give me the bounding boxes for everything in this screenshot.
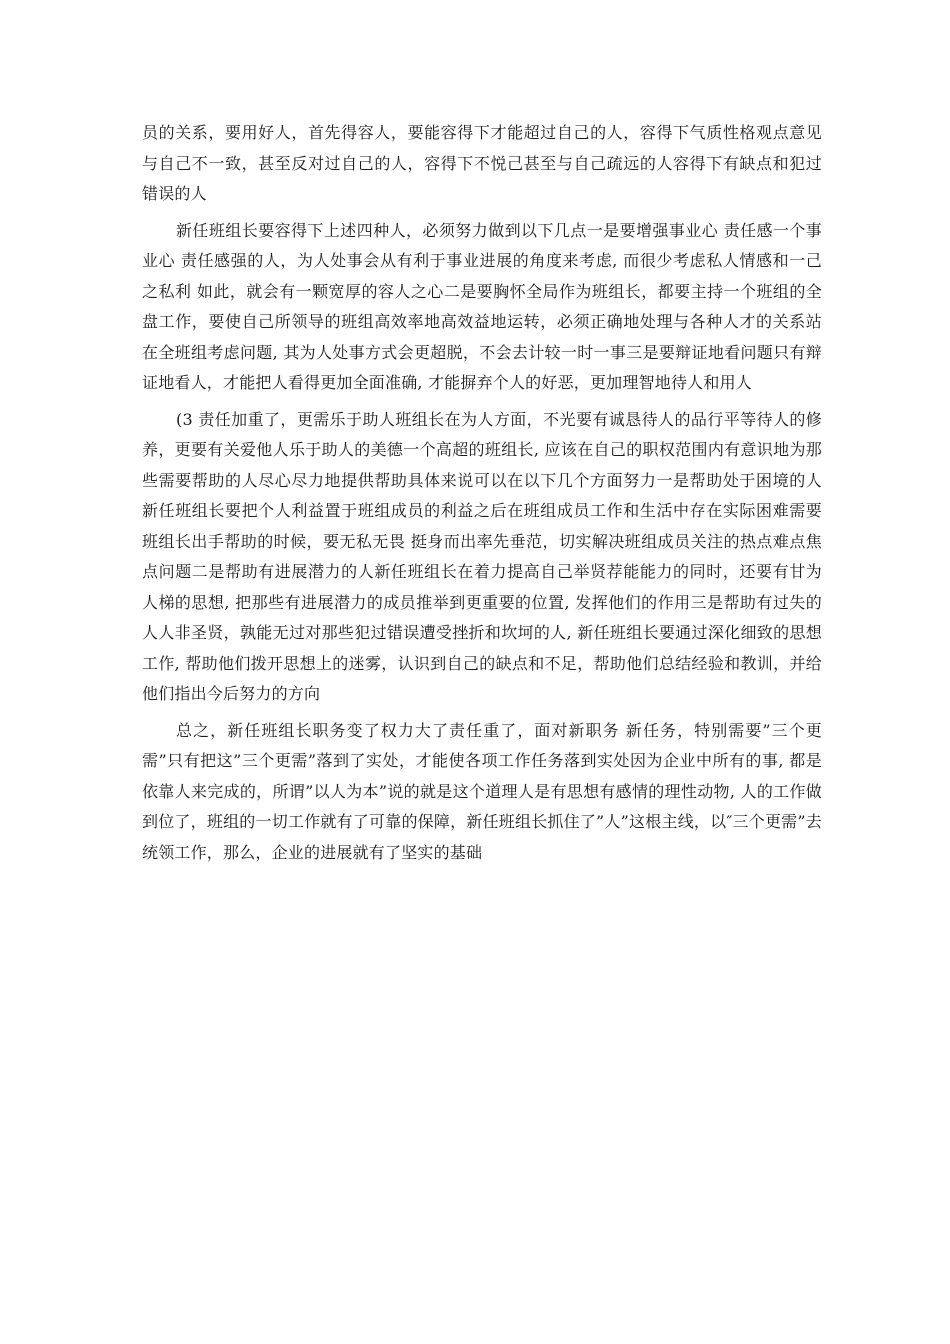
paragraph-continuation: 员的关系，要用好人，首先得容人，要能容得下才能超过自己的人，容得下气质性格观点意见与自己不一致，甚至反对过自己的人，容得下不悦己甚至与自己疏远的人容得下有缺点和犯过错误的人: [142, 123, 822, 203]
paragraph-helping-others: (3 责任加重了，更需乐于助人班组长在为人方面，不光要有诚恳待人的品行平等待人的修养，更要有关爱他人乐于助人的美德一个高超的班组长, 应该在自己的职权范围内有意识地为那些需要帮助的人尽心尽力地提供帮助具体来说可以在以下几个方面努力一是帮助处于困境的人新任班组长要把个人利益置于班组成员的利益之后在班组成员工作和生活中存在实际困难需要班组长出手帮助的时候，要无私无畏 挺身而出率先垂范，切实解决班组成员关注的热点难点焦点问题二是帮助有进展潜力的人新任班组长在着力提高自己举贤荐能能力的同时，还要有甘为人梯的思想, 把那些有进展潜力的成员推举到更重要的位置, 发挥他们的作用三是帮助有过失的人人非圣贤，孰能无过对那些犯过错误遭受挫折和坎坷的人, 新任班组长要通过深化细致的思想工作, 帮助他们拨开思想上的迷雾，认识到自己的缺点和不足，帮助他们总结经验和教训，并给他们指出今后努力的方向: [142, 409, 822, 703]
document-body: [142, 118, 822, 874]
paragraph-tolerance-methods: 新任班组长要容得下上述四种人，必须努力做到以下几点一是要增强事业心 责任感一个事业心 责任感强的人，为人处事会从有利于事业进展的角度来考虑, 而很少考虑私人情感和一己之私利 如此，就会有一颗宽厚的容人之心二是要胸怀全局作为班组长，都要主持一个班组的全盘工作，要使自己所领导的班组高效率地高效益地运转，必须正确地处理与各种人才的关系站在全班组考虑问题, 其为人处事方式会更超脱，不会去计较一时一事三是要辩证地看问题只有辩证地看人，才能把人看得更加全面准确, 才能摒弃个人的好恶，更加理智地待人和用人: [142, 220, 822, 392]
paragraph-conclusion: 总之，新任班组长职务变了权力大了责任重了，面对新职务 新任务，特别需要”三个更需”只有把这”三个更需”落到了实处，才能使各项工作任务落到实处因为企业中所有的事, 都是依靠人来完成的，所谓”以人为本”说的就是这个道理人是有思想有感情的理性动物, 人的工作做到位了，班组的一切工作就有了可靠的保障，新任班组长抓住了”人”这根主线，以″三个更需”去统领工作，那么，企业的进展就有了坚实的基础: [142, 720, 822, 862]
